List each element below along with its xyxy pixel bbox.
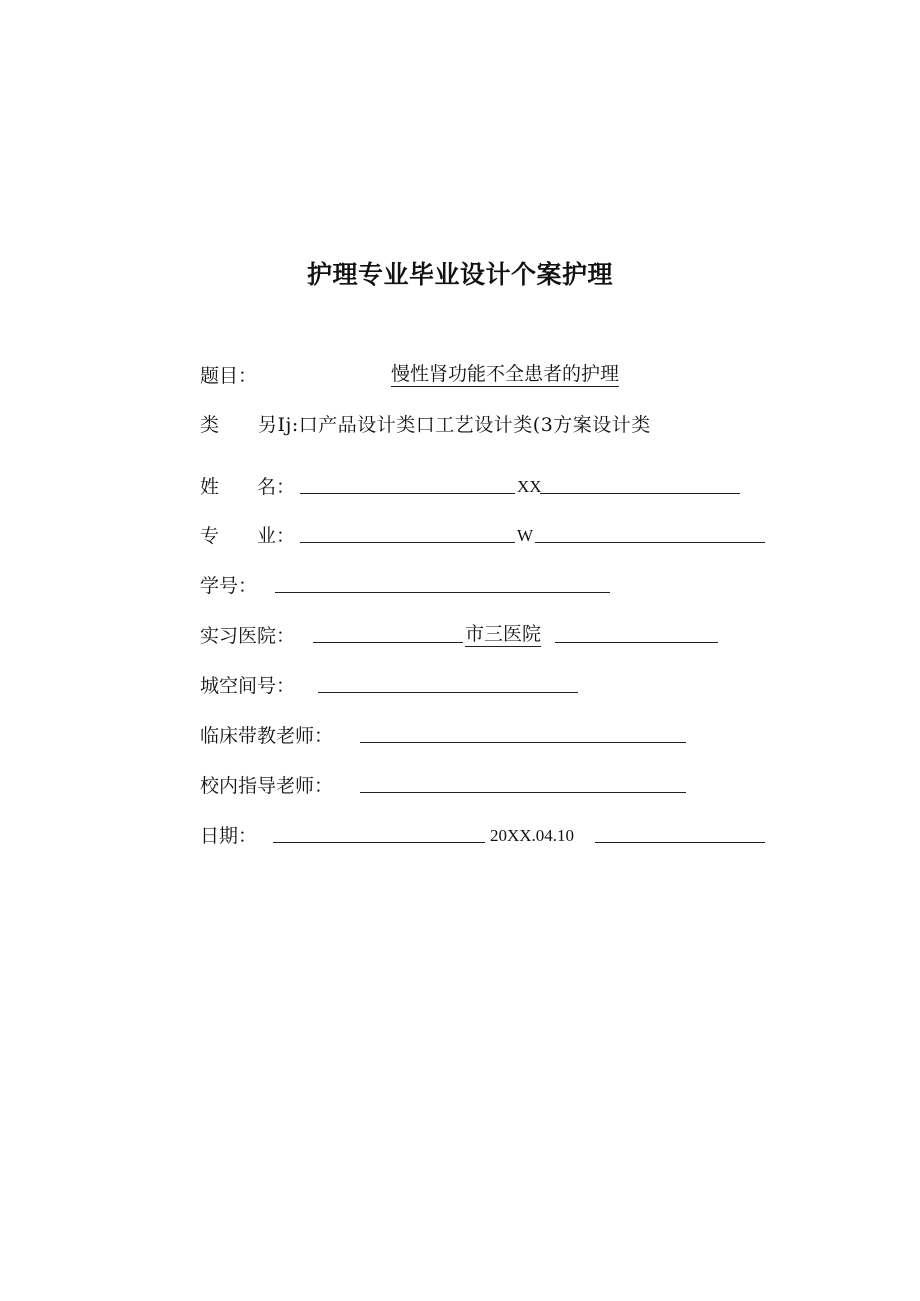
field-class-no bbox=[200, 672, 585, 700]
field-date-value: 20XX.04.10 bbox=[490, 826, 575, 845]
field-date-label: 日期： bbox=[200, 825, 258, 847]
field-class-no-line bbox=[318, 692, 578, 693]
field-major-label: 专 业： bbox=[200, 525, 296, 547]
field-category-value: 另Ij:口产品设计类口工艺设计类(3方案设计类 bbox=[258, 414, 651, 436]
field-class-no-label: 城空间号： bbox=[200, 675, 296, 697]
field-name bbox=[200, 473, 745, 501]
field-name-line-left bbox=[300, 493, 515, 494]
field-topic-value: 慢性肾功能不全患者的护理 bbox=[391, 363, 620, 385]
field-name-value: XX bbox=[517, 477, 542, 496]
field-student-id-label: 学号： bbox=[200, 575, 258, 597]
field-student-id-line bbox=[275, 592, 610, 593]
field-topic-label: 题目： bbox=[200, 365, 258, 387]
field-school-teacher bbox=[200, 772, 695, 800]
field-name-label: 姓 名： bbox=[200, 476, 296, 498]
field-name-line-right bbox=[540, 493, 740, 494]
field-student-id bbox=[200, 572, 615, 600]
field-category-label: 类 bbox=[200, 414, 220, 436]
field-major bbox=[200, 522, 770, 550]
field-hospital-value: 市三医院 bbox=[465, 623, 542, 645]
field-date-line-right bbox=[595, 842, 765, 843]
field-clinical-teacher-line bbox=[360, 742, 686, 743]
field-major-line-right bbox=[535, 542, 765, 543]
field-clinical-teacher bbox=[200, 722, 695, 750]
field-topic bbox=[200, 362, 660, 390]
field-major-line-left bbox=[300, 542, 515, 543]
field-date-line-left bbox=[273, 842, 485, 843]
field-hospital bbox=[200, 622, 725, 650]
document-title: 护理专业毕业设计个案护理 bbox=[306, 260, 613, 289]
field-hospital-label: 实习医院： bbox=[200, 625, 296, 647]
field-hospital-line-left bbox=[313, 642, 463, 643]
field-hospital-line-right bbox=[555, 642, 718, 643]
field-school-teacher-label: 校内指导老师： bbox=[200, 775, 334, 797]
field-date bbox=[200, 822, 770, 850]
field-school-teacher-line bbox=[360, 792, 686, 793]
field-category bbox=[200, 411, 720, 439]
field-clinical-teacher-label: 临床带教老师： bbox=[200, 725, 334, 747]
field-major-value: W bbox=[517, 526, 534, 545]
